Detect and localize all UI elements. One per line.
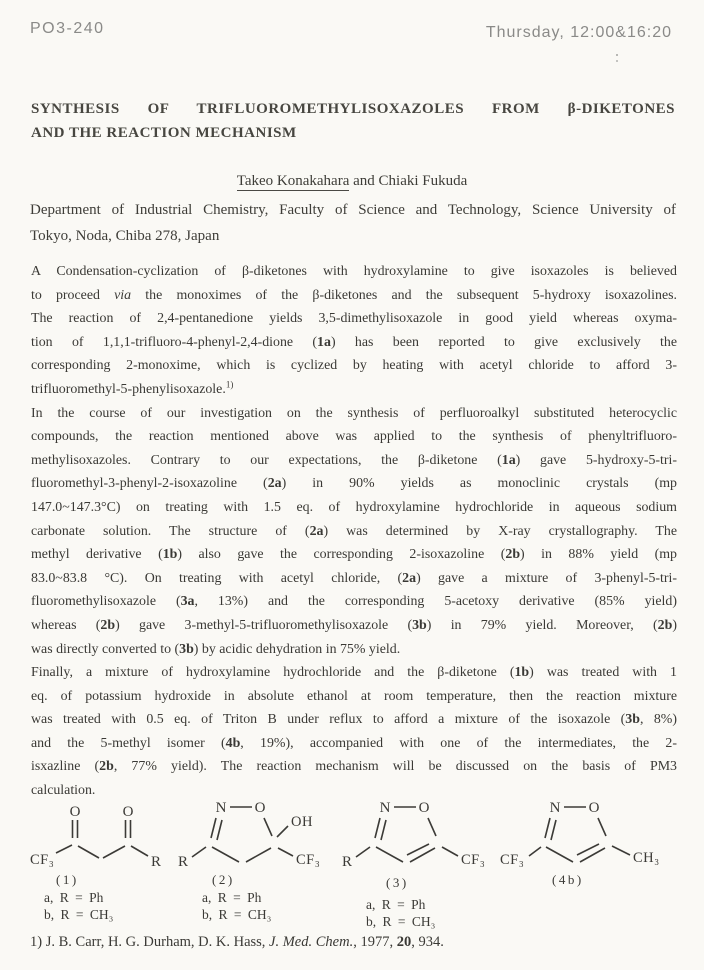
text-segment: the monoximes of the β-diketones and the subsequent 5-hydroxy isoxazolines. <box>131 287 677 303</box>
text-segment: ) was treated with 1 <box>529 665 677 681</box>
text-segment: 2b <box>505 547 521 563</box>
structure-2-substituents <box>202 889 271 923</box>
atom-label-ch3: CH₃ <box>633 850 660 866</box>
text-segment: whereas ( <box>31 617 101 633</box>
text-segment: 2b <box>657 617 673 633</box>
title-line-2: AND THE REACTION MECHANISM <box>31 125 297 141</box>
atom-label-r: R <box>178 854 189 870</box>
structure-1-diagram <box>26 800 166 872</box>
text-segment: ) also gave the corresponding 2-isoxazoline ( <box>177 547 506 563</box>
structure-substituent-label: b, R = CH₃ <box>202 907 272 922</box>
title-line-1: SYNTHESIS OF TRIFLUOROMETHYLISOXAZOLES FROM β-DIKETONES <box>31 101 675 117</box>
text-segment: 20 <box>396 934 412 950</box>
body-line <box>31 638 677 662</box>
structure-4b-label: (4b) <box>552 872 584 887</box>
body-line <box>31 378 677 402</box>
atom-label-o: O <box>254 800 266 816</box>
affiliation-line-2: Tokyo, Noda, Chiba 278, Japan <box>30 228 220 244</box>
body-line <box>31 685 677 709</box>
atom-label-o: O <box>418 800 430 816</box>
structure-3-diagram <box>340 798 498 872</box>
text-segment: and the 5-methyl isomer ( <box>31 735 226 751</box>
text-segment: ) by acidic dehydration in 75% yield. <box>193 641 401 657</box>
body-line <box>31 449 677 473</box>
text-segment: 1a <box>317 334 331 350</box>
atom-label-o: O <box>122 804 134 820</box>
text-segment: ) <box>672 617 677 633</box>
authors <box>0 173 704 190</box>
text-segment: , 77% yield). The reaction mechanism will be discussed on the basis of PM3 <box>113 759 677 775</box>
structure-3-substituents <box>366 896 435 930</box>
text-segment: , 1977, <box>353 934 397 950</box>
text-segment: 1a <box>501 452 516 468</box>
atom-label-n: N <box>549 800 561 816</box>
atom-label-r: R <box>151 854 162 870</box>
atom-label-o: O <box>588 800 600 816</box>
text-segment: corresponding 2-monoxime, which is cyclized by heating with acetyl chloride to afford 3- <box>31 358 677 374</box>
text-segment: 83.0~83.8 °C). On treating with acetyl chloride, ( <box>31 570 403 586</box>
text-segment: 3a <box>180 594 195 610</box>
atom-label-cf3: CF₃ <box>296 852 321 868</box>
atom-label-r: R <box>342 854 353 870</box>
text-segment: 3b <box>179 641 194 657</box>
text-segment: 3b <box>625 712 640 728</box>
structure-4b-diagram <box>498 798 668 872</box>
body-line <box>31 402 677 426</box>
affiliation-line-1: Department of Industrial Chemistry, Faculty of Science and Technology, Science University of <box>30 202 676 218</box>
text-segment: 1) <box>225 379 234 390</box>
text-segment: 2a <box>402 570 417 586</box>
bonds <box>529 807 630 862</box>
text-segment: 2a <box>309 523 324 539</box>
abstract-body <box>31 260 677 803</box>
structure-2-label: (2) <box>212 872 235 887</box>
bonds <box>356 807 458 862</box>
text-segment: ) in 88% yield (mp <box>520 547 677 563</box>
text-segment: The reaction of 2,4-pentanedione yields 3,5-dimethylisoxazole in good yield whereas oxyma- <box>31 311 677 327</box>
structure-3-label: (3) <box>386 875 409 890</box>
text-segment: and Chiaki Fukuda <box>349 173 468 189</box>
scan-artifact <box>616 54 618 56</box>
text-segment: was directly converted to ( <box>31 641 180 657</box>
text-segment: , 934. <box>411 934 444 950</box>
text-segment: ) gave 3-methyl-5-trifluoromethylisoxazole ( <box>115 617 413 633</box>
body-line <box>31 661 677 685</box>
text-segment: methyl derivative ( <box>31 547 163 563</box>
text-segment: ) gave a mixture of 3-phenyl-5-tri- <box>416 570 677 586</box>
atom-label-cf3: CF₃ <box>500 852 525 868</box>
body-line <box>31 708 677 732</box>
body-line <box>31 425 677 449</box>
body-line <box>31 331 677 355</box>
body-line <box>31 284 677 308</box>
text-segment: to proceed <box>31 287 115 303</box>
text-segment: In the course of our investigation on the synthesis of perfluoroalkyl substituted heterocyclic <box>31 405 677 421</box>
body-line <box>31 567 677 591</box>
atom-label-cf3: CF₃ <box>30 852 55 868</box>
text-segment: ) was determined by X-ray crystallography. The <box>323 523 677 539</box>
body-line <box>31 755 677 779</box>
body-line <box>31 520 677 544</box>
text-segment: isxazline ( <box>31 759 100 775</box>
structure-substituent-label: b, R = CH₃ <box>366 914 436 929</box>
text-segment: was treated with 0.5 eq. of Triton B under reflux to afford a mixture of the isoxazole ( <box>31 712 626 728</box>
text-segment: 1) J. B. Carr, H. G. Durham, D. K. Hass, <box>30 934 270 950</box>
text-segment: trifluoromethyl-5-phenylisoxazole. <box>31 381 226 397</box>
text-segment: tion of 1,1,1-trifluoro-4-phenyl-2,4-dione ( <box>31 334 318 350</box>
text-segment: , 19%), accompanied with one of the intermediates, the 2- <box>240 735 677 751</box>
atom-label-n: N <box>379 800 391 816</box>
text-segment: J. Med. Chem. <box>269 934 354 950</box>
text-segment: 4b <box>225 735 241 751</box>
text-segment: 3b <box>412 617 427 633</box>
affiliation <box>30 197 676 249</box>
text-segment: compounds, the reaction mentioned above was applied to the synthesis of phenyltrifluoro- <box>31 429 677 445</box>
body-line <box>31 590 677 614</box>
structure-substituent-label: a, R = Ph <box>366 897 426 912</box>
body-line <box>31 307 677 331</box>
paper-title <box>31 97 675 145</box>
body-line <box>31 496 677 520</box>
session-time: Thursday, 12:00&16:20 <box>485 24 672 41</box>
structure-substituent-label: b, R = CH₃ <box>44 907 114 922</box>
text-segment: , 13%) and the corresponding 5-acetoxy derivative (85% yield) <box>194 594 677 610</box>
body-line <box>31 260 677 284</box>
structure-substituent-label: a, R = Ph <box>202 890 262 905</box>
paper-code: PO3-240 <box>30 20 105 37</box>
text-segment: 2a <box>267 476 282 492</box>
structure-1-label: (1) <box>56 872 79 887</box>
atom-label-cf3: CF₃ <box>461 852 486 868</box>
structure-2-diagram <box>178 798 330 872</box>
text-segment: A Condensation-cyclization of β-diketones with hydroxylamine to give isoxazoles is believed <box>31 264 677 279</box>
body-line <box>31 354 677 378</box>
atom-label-n: N <box>215 800 227 816</box>
text-segment: ) gave 5-hydroxy-5-tri- <box>515 452 677 468</box>
text-segment: Finally, a mixture of hydroxylamine hydrochloride and the β-diketone ( <box>31 665 515 681</box>
text-segment: 2b <box>99 759 114 775</box>
text-segment: 1b <box>162 547 178 563</box>
body-line <box>31 614 677 638</box>
body-line <box>31 543 677 567</box>
text-segment: ) has been reported to give exclusively the <box>330 334 677 350</box>
structure-1-substituents <box>44 889 113 923</box>
text-segment: Takeo Konakahara <box>236 173 350 189</box>
text-segment: methylisoxazoles. Contrary to our expectations, the β-diketone ( <box>31 452 502 468</box>
text-segment: via <box>114 287 132 303</box>
text-segment: 2b <box>100 617 116 633</box>
text-segment: fluoromethyl-3-phenyl-2-isoxazoline ( <box>31 476 268 492</box>
text-segment: , 8%) <box>639 712 677 728</box>
text-segment: carbonate solution. The structure of ( <box>31 523 310 539</box>
text-segment: fluoromethylisoxazole ( <box>31 594 181 610</box>
body-line <box>31 472 677 496</box>
text-segment: 147.0~147.3°C) on treating with 1.5 eq. of hydroxylamine hydrochloride in aqueous sodium <box>31 499 677 515</box>
text-segment: ) in 90% yields as monoclinic crystals (mp <box>281 476 677 492</box>
atom-label-o: O <box>69 804 81 820</box>
bonds <box>56 820 148 858</box>
bonds <box>192 807 293 862</box>
text-segment: ) in 79% yield. Moreover, ( <box>426 617 658 633</box>
body-line <box>31 732 677 756</box>
reference <box>30 934 680 951</box>
structure-substituent-label: a, R = Ph <box>44 890 104 905</box>
text-segment: 1b <box>514 665 530 681</box>
atom-label-oh: OH <box>291 814 313 830</box>
text-segment: eq. of potassium hydroxide in absolute ethanol at room temperature, then the reaction mixture <box>31 688 677 704</box>
text-segment: calculation. <box>31 783 96 799</box>
